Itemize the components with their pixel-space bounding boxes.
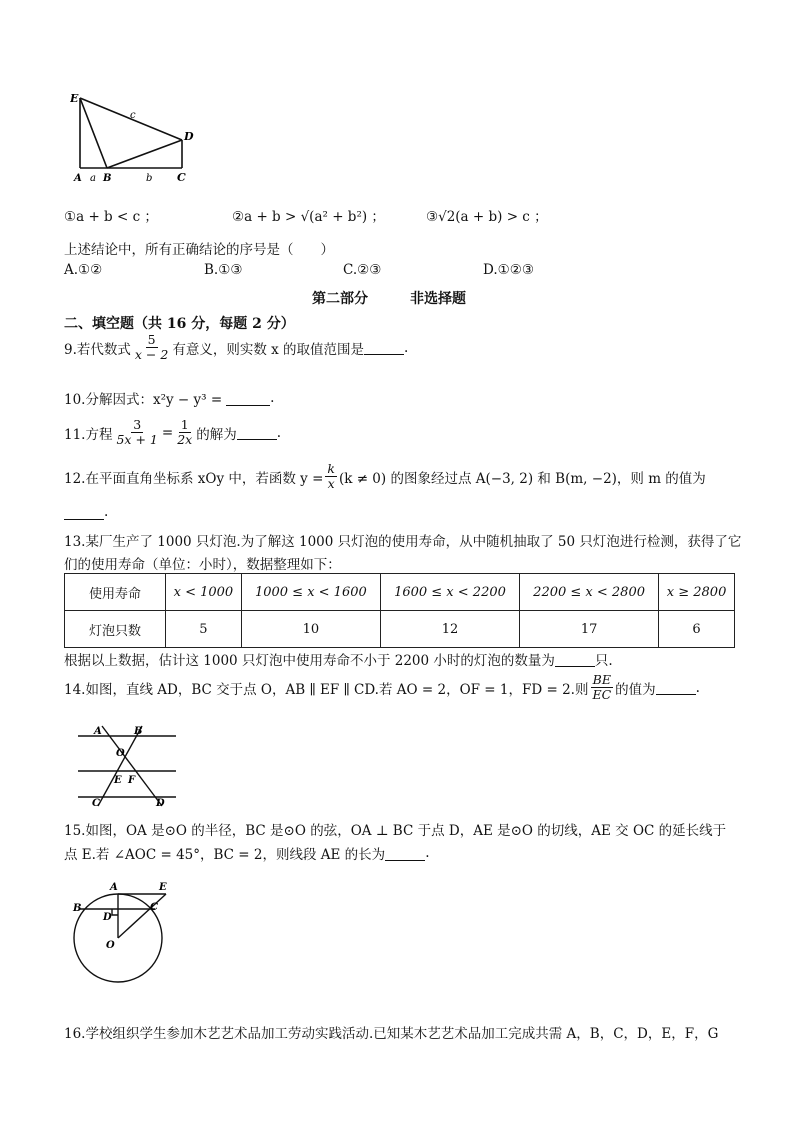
q11-f2-den: 2x bbox=[177, 432, 193, 447]
label-d: D bbox=[103, 912, 112, 923]
q14-frac-num: BE bbox=[592, 672, 611, 687]
q16-line1: 16.学校组织学生参加木艺艺术品加工劳动实践活动.已知某木艺艺术品加工完成共需 A，B，C，D，E，F，G bbox=[64, 1026, 719, 1042]
q11-fraction-right bbox=[175, 418, 194, 447]
label-b: B bbox=[103, 173, 112, 184]
q12-text-b: (k ≠ 0) 的图象经过点 A(−3, 2) 和 B(m, −2)，则 m 的值为 bbox=[338, 470, 706, 487]
label-o: O bbox=[106, 940, 115, 951]
q15-end: . bbox=[425, 845, 430, 861]
q11-text-a: 11.方程 bbox=[64, 426, 113, 443]
q9-text-a: 9.若代数式 bbox=[64, 341, 131, 358]
label-b: B bbox=[134, 726, 143, 737]
table-row bbox=[65, 574, 735, 611]
table-row bbox=[65, 611, 735, 648]
label-e: E bbox=[70, 92, 79, 105]
table-header-cell: 2200 ≤ x < 2800 bbox=[520, 574, 659, 611]
q8-choice-a: A.①② bbox=[64, 262, 103, 278]
q9-fraction bbox=[133, 333, 170, 362]
q15-answer-blank[interactable] bbox=[385, 846, 425, 861]
q9-end: . bbox=[404, 339, 409, 356]
label-a-side: a bbox=[90, 173, 96, 184]
q11-f1-num: 3 bbox=[133, 417, 142, 432]
label-o: O bbox=[116, 748, 125, 759]
table-cell: 10 bbox=[241, 611, 380, 648]
table-cell: 12 bbox=[380, 611, 519, 648]
q8-figure bbox=[70, 88, 200, 188]
label-d: D bbox=[156, 798, 165, 809]
q14 bbox=[64, 673, 700, 702]
table-header-cell: 1000 ≤ x < 1600 bbox=[241, 574, 380, 611]
q12-line2 bbox=[64, 504, 108, 520]
q12 bbox=[64, 462, 706, 491]
q14-frac-den: EC bbox=[592, 687, 612, 702]
q14-text-b: 的值为 bbox=[615, 681, 656, 698]
q11-answer-blank[interactable] bbox=[237, 425, 277, 440]
q10-text: 10.分解因式：x²y − y³ = bbox=[64, 392, 223, 408]
table-header-cell: 使用寿命 bbox=[65, 574, 166, 611]
q13-line1: 13.某厂生产了 1000 只灯泡.为了解这 1000 只灯泡的使用寿命，从中随机抽取了 50 只灯泡进行检测，获得了它 bbox=[64, 534, 742, 550]
q14-text-a: 14.如图，直线 AD，BC 交于点 O，AB ∥ EF ∥ CD.若 AO = 2，OF = 1，FD = 2.则 bbox=[64, 681, 589, 698]
table-cell: 6 bbox=[659, 611, 735, 648]
q8-option-3: ③√2(a + b) > c ； bbox=[426, 209, 548, 225]
q10-end: . bbox=[270, 390, 275, 406]
q14-answer-blank[interactable] bbox=[656, 680, 696, 695]
q9-frac-den: x − 2 bbox=[134, 347, 169, 362]
label-b: B bbox=[73, 903, 82, 914]
q8-option-2: ②a + b > √(a² + b²) ； bbox=[232, 209, 385, 225]
q12-answer-blank[interactable] bbox=[64, 505, 104, 520]
q12-fraction bbox=[325, 462, 337, 491]
label-c: C bbox=[150, 902, 158, 913]
table-header-cell: 1600 ≤ x < 2200 bbox=[380, 574, 519, 611]
q8-option-1: ①a + b < c ； bbox=[64, 209, 158, 225]
q12-end: . bbox=[104, 504, 109, 520]
q9 bbox=[64, 333, 408, 362]
q11-fraction-left bbox=[114, 418, 159, 447]
q9-text-b: 有意义，则实数 x 的取值范围是 bbox=[172, 341, 365, 358]
q8-choice-b: B.①③ bbox=[204, 262, 243, 278]
table-cell: 17 bbox=[520, 611, 659, 648]
q11-text-b: 的解为 bbox=[196, 426, 237, 443]
q13-line3-end: 只. bbox=[594, 653, 613, 669]
q11 bbox=[64, 418, 281, 447]
q13-data-table bbox=[64, 573, 735, 648]
q11-f1-den: 5x + 1 bbox=[116, 432, 158, 447]
q13-line3-text: 根据以上数据，估计这 1000 只灯泡中使用寿命不小于 2200 小时的灯泡的数量为 bbox=[64, 653, 555, 669]
q14-fraction bbox=[590, 673, 613, 702]
label-c: C bbox=[177, 171, 186, 184]
q13-line2: 们的使用寿命（单位：小时），数据整理如下： bbox=[64, 557, 341, 573]
q11-eq: = bbox=[161, 424, 174, 441]
label-c: C bbox=[92, 798, 100, 809]
label-d: D bbox=[184, 130, 194, 143]
q14-end: . bbox=[695, 679, 700, 696]
table-cell: 5 bbox=[166, 611, 242, 648]
q8-choice-d: D.①②③ bbox=[483, 262, 534, 278]
q15-line2 bbox=[64, 843, 429, 863]
q9-answer-blank[interactable] bbox=[364, 340, 404, 355]
label-e: E bbox=[114, 775, 122, 786]
label-a: A bbox=[110, 882, 118, 893]
table-cell: 灯泡只数 bbox=[65, 611, 166, 648]
table-header-cell: x ≥ 2800 bbox=[659, 574, 735, 611]
label-a: A bbox=[94, 726, 102, 737]
q12-text-a: 12.在平面直角坐标系 xOy 中，若函数 y = bbox=[64, 470, 324, 487]
q15-line2-text: 点 E.若 ∠AOC = 45°，BC = 2，则线段 AE 的长为 bbox=[64, 847, 386, 863]
part-title: 第二部分 非选择题 bbox=[312, 291, 466, 307]
label-c-side: c bbox=[130, 110, 136, 121]
section-heading: 二、填空题（共 16 分，每题 2 分） bbox=[64, 316, 295, 332]
q9-frac-num: 5 bbox=[147, 332, 156, 347]
label-a: A bbox=[74, 173, 82, 184]
label-f: F bbox=[128, 775, 136, 786]
q12-frac-den: x bbox=[327, 476, 335, 491]
q8-question: 上述结论中，所有正确结论的序号是（ ） bbox=[64, 242, 334, 258]
q10-answer-blank[interactable] bbox=[226, 391, 270, 406]
label-e: E bbox=[159, 882, 167, 893]
q13-line3 bbox=[64, 649, 613, 669]
q11-end: . bbox=[276, 424, 281, 441]
q14-figure bbox=[72, 722, 182, 810]
q11-f2-num: 1 bbox=[180, 417, 189, 432]
q8-choice-c: C.②③ bbox=[343, 262, 382, 278]
q12-frac-num: k bbox=[327, 461, 335, 476]
q15-figure bbox=[70, 878, 180, 988]
table-header-cell: x < 1000 bbox=[166, 574, 242, 611]
label-b-side: b bbox=[146, 173, 153, 184]
q13-answer-blank[interactable] bbox=[555, 652, 595, 667]
q10 bbox=[64, 388, 274, 408]
q15-line1: 15.如图，OA 是⊙O 的半径，BC 是⊙O 的弦，OA ⊥ BC 于点 D，AE 是⊙O 的切线，AE 交 OC 的延长线于 bbox=[64, 823, 727, 839]
